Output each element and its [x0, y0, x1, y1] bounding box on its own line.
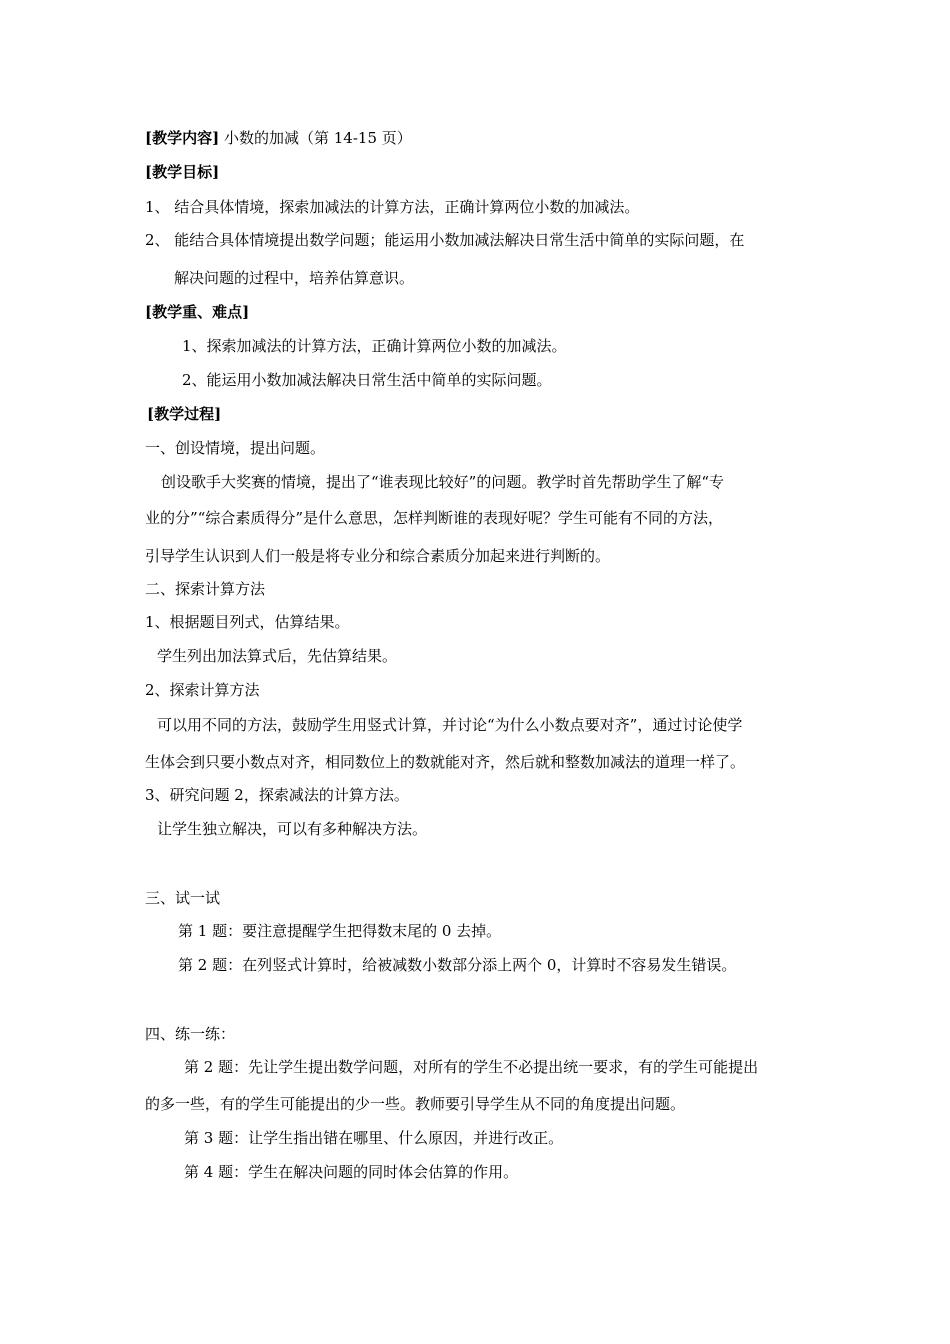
goal-item-2-cont: 解决问题的过程中，培养估算意识。: [174, 269, 415, 287]
section-3-item-1: 第 1 题：要注意提醒学生把得数末尾的 0 去掉。: [178, 922, 502, 940]
keypoint-item-2: 2、能运用小数加减法解决日常生活中简单的实际问题。: [182, 371, 552, 389]
content-text: 小数的加减（第 14-15 页）: [223, 129, 412, 147]
section-4-line-4: 第 4 题：学生在解决问题的同时体会估算的作用。: [184, 1163, 519, 1181]
section-4-line-1: 第 2 题：先让学生提出数学问题，对所有的学生不必提出统一要求，有的学生可能提出: [184, 1058, 759, 1076]
process-heading: [教学过程]: [147, 405, 222, 423]
section-1-line-2: 业的分”“综合素质得分”是什么意思，怎样判断谁的表现好呢？学生可能有不同的方法，: [145, 509, 724, 527]
section-4-line-2: 的多一些，有的学生可能提出的少一些。教师要引导学生从不同的角度提出问题。: [145, 1095, 686, 1113]
section-2-step-1-text: 学生列出加法算式后，先估算结果。: [157, 647, 398, 665]
section-1-line-1: 创设歌手大奖赛的情境，提出了“谁表现比较好”的问题。教学时首先帮助学生了解“专: [161, 473, 725, 491]
section-1-title: 一、创设情境，提出问题。: [145, 439, 326, 457]
section-2-title: 二、探索计算方法: [145, 580, 266, 598]
content-label: [教学内容]: [145, 129, 220, 147]
section-2-step-3-text: 让学生独立解决，可以有多种解决方法。: [157, 820, 428, 838]
keypoint-item-1: 1、探索加减法的计算方法，正确计算两位小数的加减法。: [182, 337, 567, 355]
content-line: [145, 128, 412, 148]
keypoints-heading: [教学重、难点]: [145, 303, 250, 321]
goals-heading: [教学目标]: [145, 163, 220, 181]
section-4-line-3: 第 3 题：让学生指出错在哪里、什么原因，并进行改正。: [184, 1129, 564, 1147]
section-2-step-2-line-1: 可以用不同的方法，鼓励学生用竖式计算，并讨论“为什么小数点要对齐”，通过讨论使学: [157, 716, 743, 734]
section-3-title: 三、试一试: [145, 889, 221, 907]
section-2-step-2: 2、探索计算方法: [145, 681, 260, 699]
goal-item-2: 2、 能结合具体情境提出数学问题；能运用小数加减法解决日常生活中简单的实际问题，在: [145, 231, 745, 249]
section-2-step-1: 1、根据题目列式，估算结果。: [145, 613, 350, 631]
section-2-step-3: 3、研究问题 2，探索减法的计算方法。: [145, 786, 409, 804]
section-3-item-2: 第 2 题：在列竖式计算时，给被减数小数部分添上两个 0，计算时不容易发生错误。: [178, 956, 737, 974]
goal-item-1: 1、 结合具体情境，探索加减法的计算方法，正确计算两位小数的加减法。: [145, 198, 640, 216]
section-1-line-3: 引导学生认识到人们一般是将专业分和综合素质分加起来进行判断的。: [145, 547, 611, 565]
section-2-step-2-line-2: 生体会到只要小数点对齐，相同数位上的数就能对齐，然后就和整数加减法的道理一样了。: [145, 753, 746, 771]
section-4-title: 四、练一练：: [145, 1025, 236, 1043]
